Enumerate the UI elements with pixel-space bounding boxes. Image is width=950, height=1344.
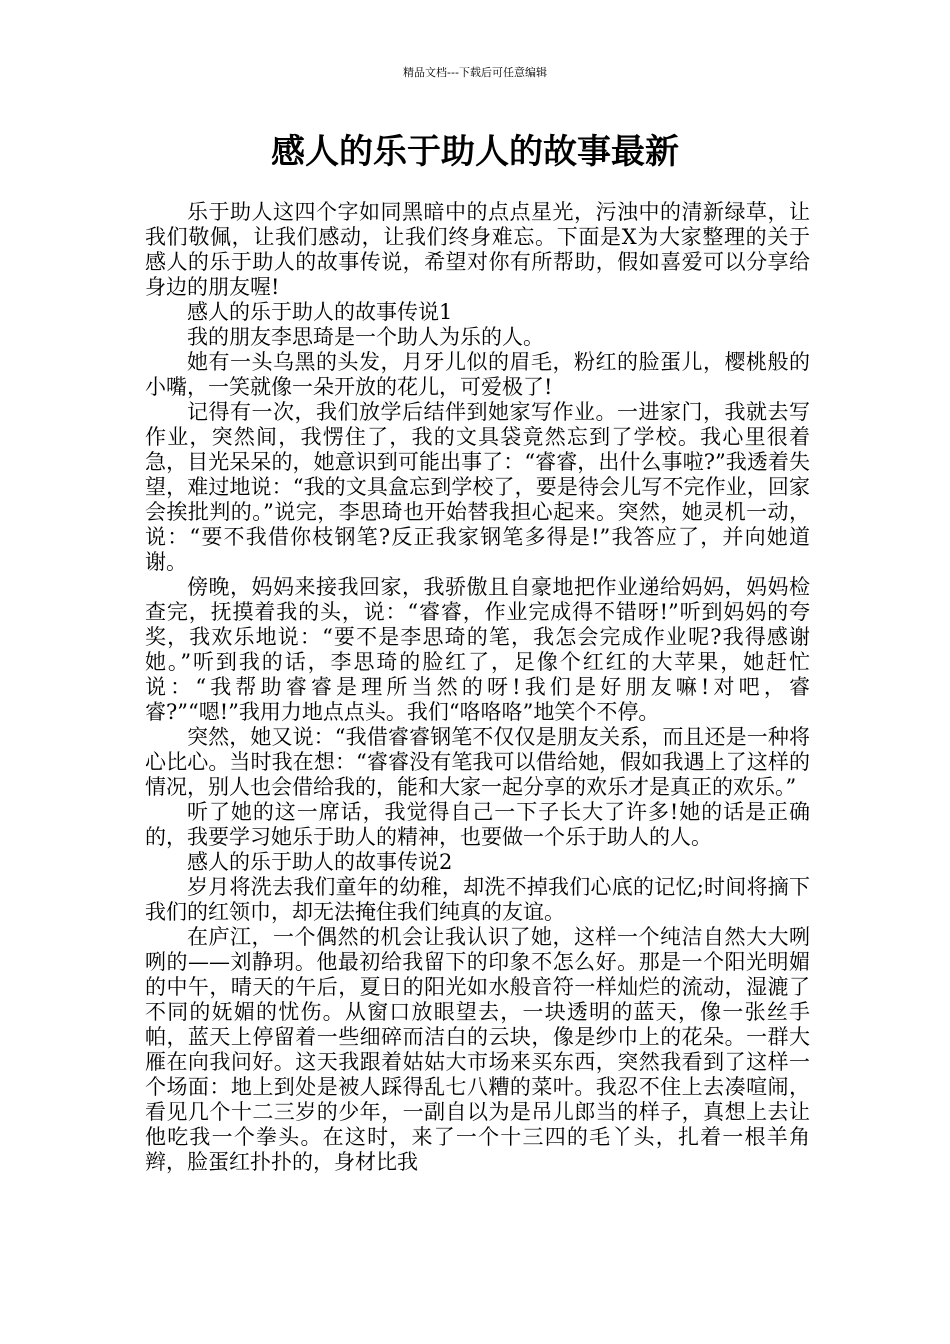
body-paragraph: 听了她的这一席话，我觉得自己一下子长大了许多!她的话是正确的，我要学习她乐于助人的精神，也要做一个乐于助人的人。 — [145, 800, 810, 849]
body-paragraph: 傍晚，妈妈来接我回家，我骄傲且自豪地把作业递给妈妈，妈妈检查完，抚摸着我的头，说：“睿睿，作业完成得不错呀!”听到妈妈的夸奖，我欢乐地说：“要不是李思琦的笔，我怎会完成作业呢?我得感谢她。”听到我的话，李思琦的脸红了，足像个红红的大苹果，她赶忙说：“我帮助睿睿是理所当然的呀!我们是好朋友嘛!对吧，睿睿?”“嗯!”我用力地点点头。我们“咯咯咯”地笑个不停。 — [145, 575, 810, 724]
body-paragraph: 我的朋友李思琦是一个助人为乐的人。 — [187, 325, 544, 349]
document-title: 感人的乐于助人的故事最新 — [271, 132, 679, 172]
section-heading-1: 感人的乐于助人的故事传说1 — [187, 300, 453, 324]
body-paragraph: 她有一头乌黑的头发，月牙儿似的眉毛，粉红的脸蛋儿，樱桃般的小嘴，一笑就像一朵开放的花儿，可爱极了! — [145, 350, 810, 399]
intro-paragraph: 乐于助人这四个字如同黑暗中的点点星光，污浊中的清新绿草，让我们敬佩，让我们感动，让我们终身难忘。下面是X为大家整理的关于感人的乐于助人的故事传说，希望对你有所帮助，假如喜爱可以分享给身边的朋友喔! — [145, 200, 810, 299]
body-paragraph: 岁月将洗去我们童年的幼稚，却洗不掉我们心底的记忆;时间将摘下我们的红领巾，却无法掩住我们纯真的友谊。 — [145, 875, 810, 924]
document-body — [145, 200, 810, 1175]
body-paragraph: 在庐江，一个偶然的机会让我认识了她，这样一个纯洁自然大大咧咧的——刘静玥。他最初给我留下的印象不怎么好。那是一个阳光明媚的中午，晴天的午后，夏日的阳光如水般音符一样灿烂的流动，湿漉了不同的妩媚的忧伤。从窗口放眼望去，一块透明的蓝天，像一张丝手帕，蓝天上停留着一些细碎而洁白的云块，像是纱巾上的花朵。一群大雁在向我问好。这天我跟着姑姑大市场来买东西，突然我看到了这样一个场面：地上到处是被人踩得乱七八糟的菜叶。我忍不住上去凑喧闹，看见几个十二三岁的少年，一副自以为是吊儿郎当的样子，真想上去让他吃我一个拳头。在这时，来了一个十三四的毛丫头，扎着一根羊角辫，脸蛋红扑扑的，身材比我 — [145, 925, 810, 1174]
body-paragraph: 记得有一次，我们放学后结伴到她家写作业。一进家门，我就去写作业，突然间，我愣住了，我的文具袋竟然忘到了学校。我心里很着急，目光呆呆的，她意识到可能出事了：“睿睿，出什么事啦?”我透着失望，难过地说：“我的文具盒忘到学校了，要是待会儿写不完作业，回家会挨批判的。”说完，李思琦也开始替我担心起来。突然，她灵机一动，说：“要不我借你枝钢笔?反正我家钢笔多得是!”我答应了，并向她道谢。 — [145, 400, 810, 574]
section-heading-2: 感人的乐于助人的故事传说2 — [187, 850, 453, 874]
page-header-note: 精品文档---下载后可任意编辑 — [403, 66, 547, 79]
body-paragraph: 突然，她又说：“我借睿睿钢笔不仅仅是朋友关系，而且还是一种将心比心。当时我在想：“睿睿没有笔我可以借给她，假如我遇上了这样的情况，别人也会借给我的，能和大家一起分享的欢乐才是真正的欢乐。” — [145, 725, 810, 799]
